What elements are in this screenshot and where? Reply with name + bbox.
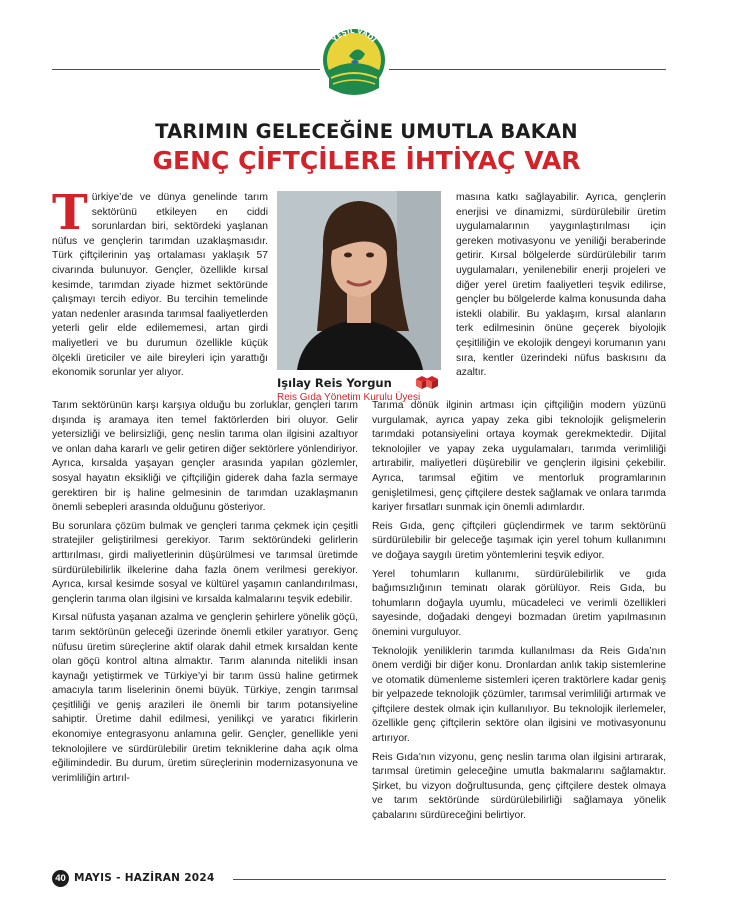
paragraph: Bu sorunlara çözüm bulmak ve gençleri tarıma çekmek için çeşitli stratejiler geliştirilmesi gerekiyor. Tarım sektöründeki gelirlerin arttırılması, girdi maliyetlerinin düşürülmesi ve tarımsal üretimde sürdürülebilirlik ilkelerine daha fazla önem verilmesi gerekiyor. Ayrıca, kırsal kesimde sosyal ve kültürel yaşamın canlandırılması, gençlerin tarıma olan ilgisini ve kırsalda kalmalarını teşvik edebilir. [52,520,358,605]
paragraph: Yerel tohumların kullanımı, sürdürülebilirlik ve gıda bağımsızlığının teminatı olarak görülüyor. Reis Gıda, bu tohumların doğayla uyumlu, mücadeleci ve verimli özellikleri sayesinde, doğadaki dengeyi bozmadan üretim yapılmasının önemini vurguluyor. [372,568,666,638]
photo-caption-name: Işılay Reis Yorgun [277,376,392,390]
yesil-vadi-logo [321,26,387,110]
column-1-bottom [52,399,358,790]
title-line-2: GENÇ ÇİFTÇİLERE İHTİYAÇ VAR [152,146,581,175]
logo-text: YEŞİL VADİ [330,26,378,44]
title-line-1: TARIMIN GELECEĞİNE UMUTLA BAKAN [155,120,578,143]
photo-caption-role: Reis Gıda Yönetim Kurulu Üyesi [277,392,421,403]
column-1-top [52,185,268,385]
portrait-photo [277,191,441,370]
header-rule-right [389,69,666,70]
cubes-logo-icon [412,371,442,393]
page-number: 40 [52,870,69,887]
column-2-bottom [372,399,666,828]
paragraph: ürkiye’de ve dünya genelinde tarım sektörünü etkileyen en ciddi sorunlardan biri, sektördeki yaşlanan nüfus ve gençlerin tarımdan uzaklaşmasıdır. Türk çiftçilerinin yaş ortalaması yaklaşık 57 civarında bulunuyor. Gençler, özellikle kırsal kesimde, tarımdan ziyade hizmet sektöründe çalışmayı tercih ediyor. Bu tercihin temelinde yatan nedenler arasında tarımsal faaliyetlerden yeterli gelir elde edilememesi, artan girdi maliyetleri ve bu durumun özellikle küçük ölçekli üreticiler ve aile bireyleri için yarattığı ekonomik sorunlar yer alıyor. [52,192,268,379]
issue-date: MAYIS - HAZİRAN 2024 [74,872,215,884]
footer-rule [233,879,666,880]
paragraph: Tarım sektörünün karşı karşıya olduğu bu zorluklar, gençleri tarım dışında iş aramaya iten temel faktörlerden biri oluyor. Gelir yetersizliği ve belirsizliği, genç neslin tarıma olan ilgisini azaltıyor ve onlan daha kararlı ve gelir getiren diğer sektörlere yönlendiriyor. Ayrıca, kırsalda yaşayan gençler arasında yapılan gözlemler, sosyal hayatın eksikliği ve çiftçiliğin giderek daha fazla sermaye gerektiren bir iş haline gelmesinin de tarımdan uzaklaşmanın önemli sebepleri arasında olduğunu gösteriyor. [52,400,358,514]
header-rule-left [52,69,320,70]
paragraph: Tarıma dönük ilginin artması için çiftçiliğin modern yüzünü vurgulamak, ayrıca yapay zeka gibi teknolojik gelişmelerin tarımdaki potansiyelini ortaya koymak gerekmektedir. Dijital teknolojiler ve yapay zeka uygulamaları, tarımda verimliliği artırabilir, maliyetleri düşürebilir ve gençlerin ilgisini çekebilir. Ayrıca, tarımsal eğitim ve mentorluk programlarının genişletilmesi, genç çiftçilere destek sağlamak ve onlara tarımda kariyer fırsatları sunmak için önemli adımlardır. [372,400,666,514]
column-2-top [456,191,666,385]
paragraph: Kırsal nüfusta yaşanan azalma ve gençlerin şehirlere yönelik göçü, tarım sektörünün geleceği üzerinde önemli etkiler yaratıyor. Genç nüfusu üretim süreçlerine aktif olarak dahil etmek kırsaldan kente olan göçü kontrol altına almaktır. Tarım alanında nitelikli insan kaynağı yetiştirmek ve Türkiye’yi bir tarım üssü haline getirmek amacıyla tarım liselerinin önemi büyük. Türkiye, zengin tarımsal çeşitliliği ve geniş arazileri ile önemli bir tarım potansiyeline sahiptir. Üretime dahil edilmesi, yenilikçi ve yaratıcı fikirlerin ekonomiye entegrasyonu anlamına gelir. Gençler, genellikle yeni teknolojilere ve sürdürülebilir üretim tekniklerine daha açık olma eğilimindedir. Bu durum, üretim süreçlerinin modernizasyonuna ve verimliliğin artırıl- [52,612,358,784]
dropcap: T [52,185,88,241]
paragraph: masına katkı sağlayabilir. Ayrıca, gençlerin enerjisi ve dinamizmi, sürdürülebilir üretim uygulamalarının yaygınlaştırılması için gereken motivasyonu ve yeniliği beraberinde getirir. Kırsal bölgelerde sürdürülebilir tarım uygulamaları, yenilenebilir enerji projeleri ve diğer yerel üretim faaliyetleri teşvik edilirse, gençler bu bölgelerde kalma konusunda daha istekli olabilir. Bu yaklaşım, kırsal alanların terk edilmesinin önüne geçerek biyolojik çeşitliliğin ve ekolojik dengeyi korumanın yanı sıra, kentler üzerindeki nüfus baskısını da azaltır. [456,192,666,379]
paragraph: Reis Gıda, genç çiftçileri güçlendirmek ve tarım sektörünü sürdürülebilir bir geleceğe taşımak için yerel tohum kullanımını ve doğaya saygılı üretim yöntemlerini teşvik ediyor. [372,520,666,561]
paragraph: Teknolojik yeniliklerin tarımda kullanılması da Reis Gıda’nın önem verdiği bir diğer konu. Dronlardan anlık takip sistemlerine ve otomatik dümenleme sistemleri içeren traktörlere kadar geniş bir yelpazede teknolojik çözümler, tarımsal verimliliği artırmak ve çiftçilere destek olmak için kullanılıyor. Bu teknolojik ilerlemeler, özellikle genç çiftçilerin sektöre olan ilgisini ve motivasyonunu artırıyor. [372,645,666,745]
paragraph: Reis Gıda’nın vizyonu, genç neslin tarıma olan ilgisini artırarak, tarımsal üretimin geleceğine umutla bakmalarını sağlamaktır. Şirket, bu vizyon doğrultusunda, genç çiftçilere destek olmaya ve tarım sektöründe sürdürülebilirliği sağlamaya yönelik çabalarını sürdüreceğini belirtiyor. [372,751,666,822]
